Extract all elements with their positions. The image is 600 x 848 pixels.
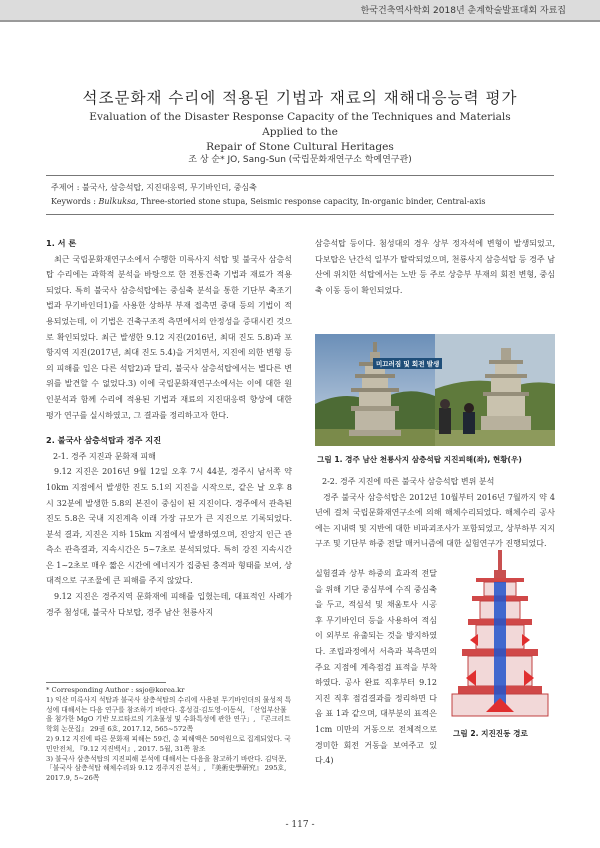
title-english-line-2: Repair of Stone Cultural Heritages — [206, 141, 394, 153]
figure-1-caption: 그림 1. 경주 남산 천룡사지 삼층석탑 지진피해(좌), 현황(우) — [317, 455, 522, 464]
right-paragraph-1: 삼층석탑 등이다. 첨성대의 경우 상부 정자석에 변형이 발생되었고, 다보탑은 난간석 일부가 탈락되었으며, 천룡사지 삼층석탑 등 경주 남산에 위치한 석탑에서는 노반 등 주로 상층부 부재의 회전 변형, 중심축 이동 등이 확인되었다. — [315, 239, 555, 295]
keywords-korean — [51, 182, 257, 193]
section-2-2-paragraph-2: 실험결과 상부 하중의 효과적 전달을 위해 기단 중심부에 수직 중심축을 두고, 적심석 및 채움토사 시공 후 무기바인더 등을 사용하여 적심이 외부로 유출되는 것을 방지하였다. 조립과정에서 서측과 북측면의 주요 지점에 계측점검 표적을 부착하였다. 공사 완료 직후부터 9.12 지진 직후 점검결과를 정리하면 다음 표 1과 같으며, 대부분의 표적은 1cm 미만의 거동으로 전체적으로 경미한 회전 거동을 보여주고 있다.4) — [315, 569, 437, 766]
footnote-2: 2) 9.12 지진에 따른 문화재 피해는 59건, 총 피해액은 50억원으로 집계되었다. 국민안전처, 『9.12 지진백서』, 2017. 5월, 31쪽 참조 — [46, 734, 291, 753]
header-rule — [0, 20, 600, 22]
title-korean: 석조문화재 수리에 적용된 기법과 재료의 재해대응능력 평가 — [82, 89, 518, 107]
footnote-3: 3) 불국사 삼층석탑의 지진피해 분석에 대해서는 다음을 참고하기 바란다. 김덕문, 「불국사 삼층석탑 해체수리와 9.12 경주지진 분석」, 『美術史學硏究』 295호, 2017.9, 5~26쪽 — [46, 754, 287, 783]
pagoda-photo-left — [315, 334, 435, 446]
section-2-1-paragraph-2: 9.12 지진은 경주지역 문화재에 피해를 입혔는데, 대표적인 사례가 경주 첨성대, 불국사 다보탑, 경주 남산 천룡사지 — [46, 592, 292, 617]
section-2-1-paragraph-1: 9.12 지진은 2016년 9월 12일 오후 7시 44분, 경주시 남서쪽 약 10km 지점에서 발생한 진도 5.1의 지진을 시작으로, 같은 날 오후 8시 32분에 발생한 5.8의 본진이 중심이 된 지진이다. 경주에서 관측된 진도 5.8은 국내 지진계측 이래 가장 규모가 큰 지진으로 기록되었다. 분석 결과, 지진은 지하 15km 지점에서 발생하였으며, 진앙지 인근 관측소 관측결과, 지속시간은 5~7초로 분석되었다. 특히 강진 지속시간은 1~2초로 매우 짧은 시간에 에너지가 집중된 충격파 형태를 보여, 상대적으로 구조물에 큰 피해를 주지 않았다. — [46, 467, 292, 586]
left-column — [46, 236, 292, 620]
keywords-english — [51, 197, 485, 206]
section-2-2-title: 2-2. 경주 지진에 따른 불국사 삼층석탑 변위 분석 — [322, 477, 495, 486]
right-column-middle — [315, 474, 555, 552]
figure-1-photo-right — [435, 334, 555, 446]
footnote-rule — [46, 682, 166, 683]
keywords-english-text: Three-storied stone stupa, Seismic response capacity, In-organic binder, Central-axis — [140, 197, 486, 206]
right-column-top — [315, 236, 555, 298]
page-number: - 117 - — [285, 820, 315, 830]
title-english — [70, 110, 530, 155]
keywords-bottom-rule — [46, 214, 554, 215]
keywords-korean-text: 불국사, 삼층석탑, 지진대응력, 무기바인더, 중심축 — [81, 183, 257, 192]
footnote-corresponding: * Corresponding Author : ssjo@korea.kr — [46, 686, 185, 694]
keywords-korean-label: 주제어 : — [51, 183, 80, 192]
figure-2-caption: 그림 2. 지진진동 경로 — [453, 729, 528, 738]
figure-1-damage-label: 미끄러짐 및 회전 발생 — [373, 358, 442, 369]
section-1-title: 1. 서 론 — [46, 238, 77, 248]
section-2-1-title: 2-1. 경주 지진과 문화재 피해 — [53, 451, 156, 461]
keywords-top-rule — [46, 175, 554, 176]
footnote-1: 1) 익산 미륵사지 석탑과 불국사 삼층석탑의 수리에 사용된 무기바인더의 물성적 특성에 대해서는 다음 연구를 참조하기 바란다. 홍성걸·김도영·이동식, 「산업부산물을 첨가한 MgO 기반 모르타르의 기초물성 및 수화특성에 관한 연구」, 『콘크리트학회 논문집』 29권 6호, 2017.12, 565~572쪽 — [46, 695, 292, 734]
keywords-english-italic: Bulkuksa, — [98, 197, 139, 206]
figure-2-diagram — [446, 548, 554, 724]
right-column-lower — [315, 566, 437, 769]
section-2-title: 2. 불국사 삼층석탑과 경주 지진 — [46, 435, 162, 446]
section-1-paragraph: 최근 국립문화재연구소에서 수행한 미륵사지 석탑 및 불국사 삼층석탑 수리에는 과학적 분석을 바탕으로 한 전통건축 기법과 재료가 적용되었다. 특히 불국사 삼층석탑에는 중심축 분석을 통한 기단부 축조기법과 무기바인더1)를 사용한 상하부 부재 접촉면 중대 등의 기법이 적용되었는데, 이 기법은 건축구조적 측면에서의 안정성을 증대시킨 것으로 확인되었다. 최근 발생한 9.12 지진(2016년, 최대 진도 5.8)과 포항지역 지진(2017년, 최대 진도 5.4)을 거치면서, 지진에 의한 변형 등의 피해를 입은 다른 석탑2)과 달리, 불국사 삼층석탑에서는 별다른 변위를 발견할 수 없었다.3) 이에 국립문화재연구소에서는 이에 대한 원인분석과 함께 수리에 적용된 기법과 재료의 지진대응력 향상에 대한 평가 연구를 실시하였고, 그 결과를 정리하고자 한다. — [46, 254, 292, 420]
section-2-2-paragraph-1: 경주 불국사 삼층석탑은 2012년 10월부터 2016년 7월까지 약 4년에 걸쳐 국립문화재연구소에 의해 해체수리되었다. 해체수리 공사에는 지내력 및 지반에 대한 비파괴조사가 포함되었고, 상부하부 지지구조 및 기단부 하중 전달 매커니즘에 대한 실험연구가 진행되었다. — [315, 492, 555, 549]
figure-1-photo-left — [315, 334, 435, 446]
title-english-line-1: Evaluation of the Disaster Response Capacity of the Techniques and Materials Applied to the — [89, 111, 511, 138]
keywords-english-label: Keywords : — [51, 197, 96, 206]
footnotes — [46, 686, 292, 784]
pagoda-photo-right — [435, 334, 555, 446]
author-line: 조 상 순* JO, Sang-Sun (국립문화재연구소 학예연구관) — [188, 155, 412, 165]
header-text: 한국건축역사학회 2018년 춘계학술발표대회 자료집 — [360, 6, 566, 16]
